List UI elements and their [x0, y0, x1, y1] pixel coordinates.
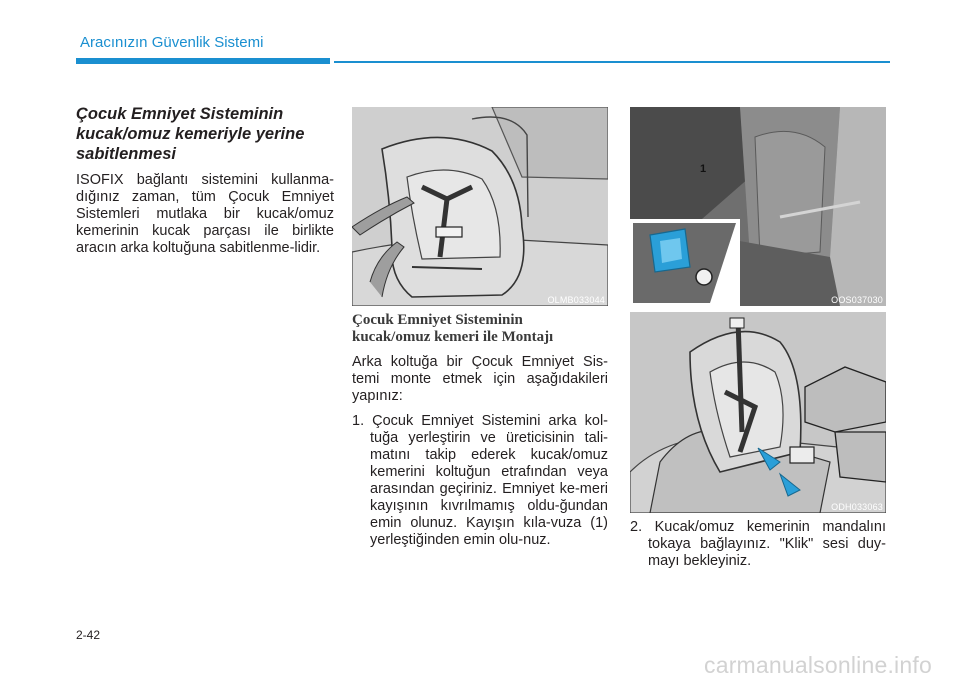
- watermark: carmanualsonline.info: [704, 652, 932, 678]
- step-list: [630, 519, 886, 570]
- figure-rear-seat-interior: [630, 107, 886, 306]
- figure-buckle-fastening: [630, 312, 886, 513]
- heading-line: sabitlenmesi: [76, 145, 176, 163]
- figure-code-label: OOS037030: [831, 295, 883, 305]
- heading-line: Çocuk Emniyet Sisteminin: [76, 105, 284, 123]
- section-title: Aracınızın Güvenlik Sistemi: [80, 34, 264, 51]
- intro-paragraph: ISOFIX bağlantı sistemini kullanma-dığınız zaman, tüm Çocuk Emniyet Sistemleri mutlaka bir kucak/omuz kemerinin kucak parçası ile birlikte aracın arka koltuğuna sabitlenme-lidir.: [76, 172, 334, 256]
- installation-intro: Arka koltuğa bir Çocuk Emniyet Sis-temi monte etmek için aşağıdakileri yapınız:: [352, 354, 608, 404]
- child-seat-illustration: [352, 107, 608, 306]
- heading-line: kucak/omuz kemeri ile Montajı: [352, 329, 554, 345]
- step-list: [352, 413, 608, 549]
- figure-code-label: ODH033063: [831, 502, 883, 512]
- figure-code-label: OLMB033044: [547, 295, 605, 305]
- buckle-illustration: [630, 312, 886, 513]
- header-rule-thin: [334, 61, 890, 63]
- page-number: 2-42: [76, 628, 101, 642]
- right-column: [630, 519, 886, 570]
- heading-line: kucak/omuz kemeriyle yerine: [76, 125, 305, 143]
- interior-photo-illustration: [630, 107, 886, 306]
- figure-child-seat-rear-bench: [352, 107, 608, 306]
- installation-heading: [352, 312, 608, 346]
- section-heading: [76, 104, 334, 164]
- left-column: [76, 104, 334, 257]
- step-item: 1. Çocuk Emniyet Sistemini arka kol-tuğa yerleştirin ve üreticisinin tali-matını takip ederek kucak/omuz kemerini koltuğun etrafından veya arasından geçiriniz. Emniyet ke-meri kayışının kıvrılmamış oldu-ğundan emin olunuz. Kayışın kıla-vuza (1) yerleştiğinden emin olu-nuz.: [352, 413, 608, 548]
- header-rule-thick: [76, 58, 330, 64]
- middle-column: [352, 312, 608, 549]
- heading-line: Çocuk Emniyet Sisteminin: [352, 312, 523, 328]
- callout-number: 1: [700, 163, 707, 175]
- step-item: 2. Kucak/omuz kemerinin mandalını tokaya bağlayınız. "Klik" sesi duy-mayı bekleyiniz.: [630, 519, 886, 569]
